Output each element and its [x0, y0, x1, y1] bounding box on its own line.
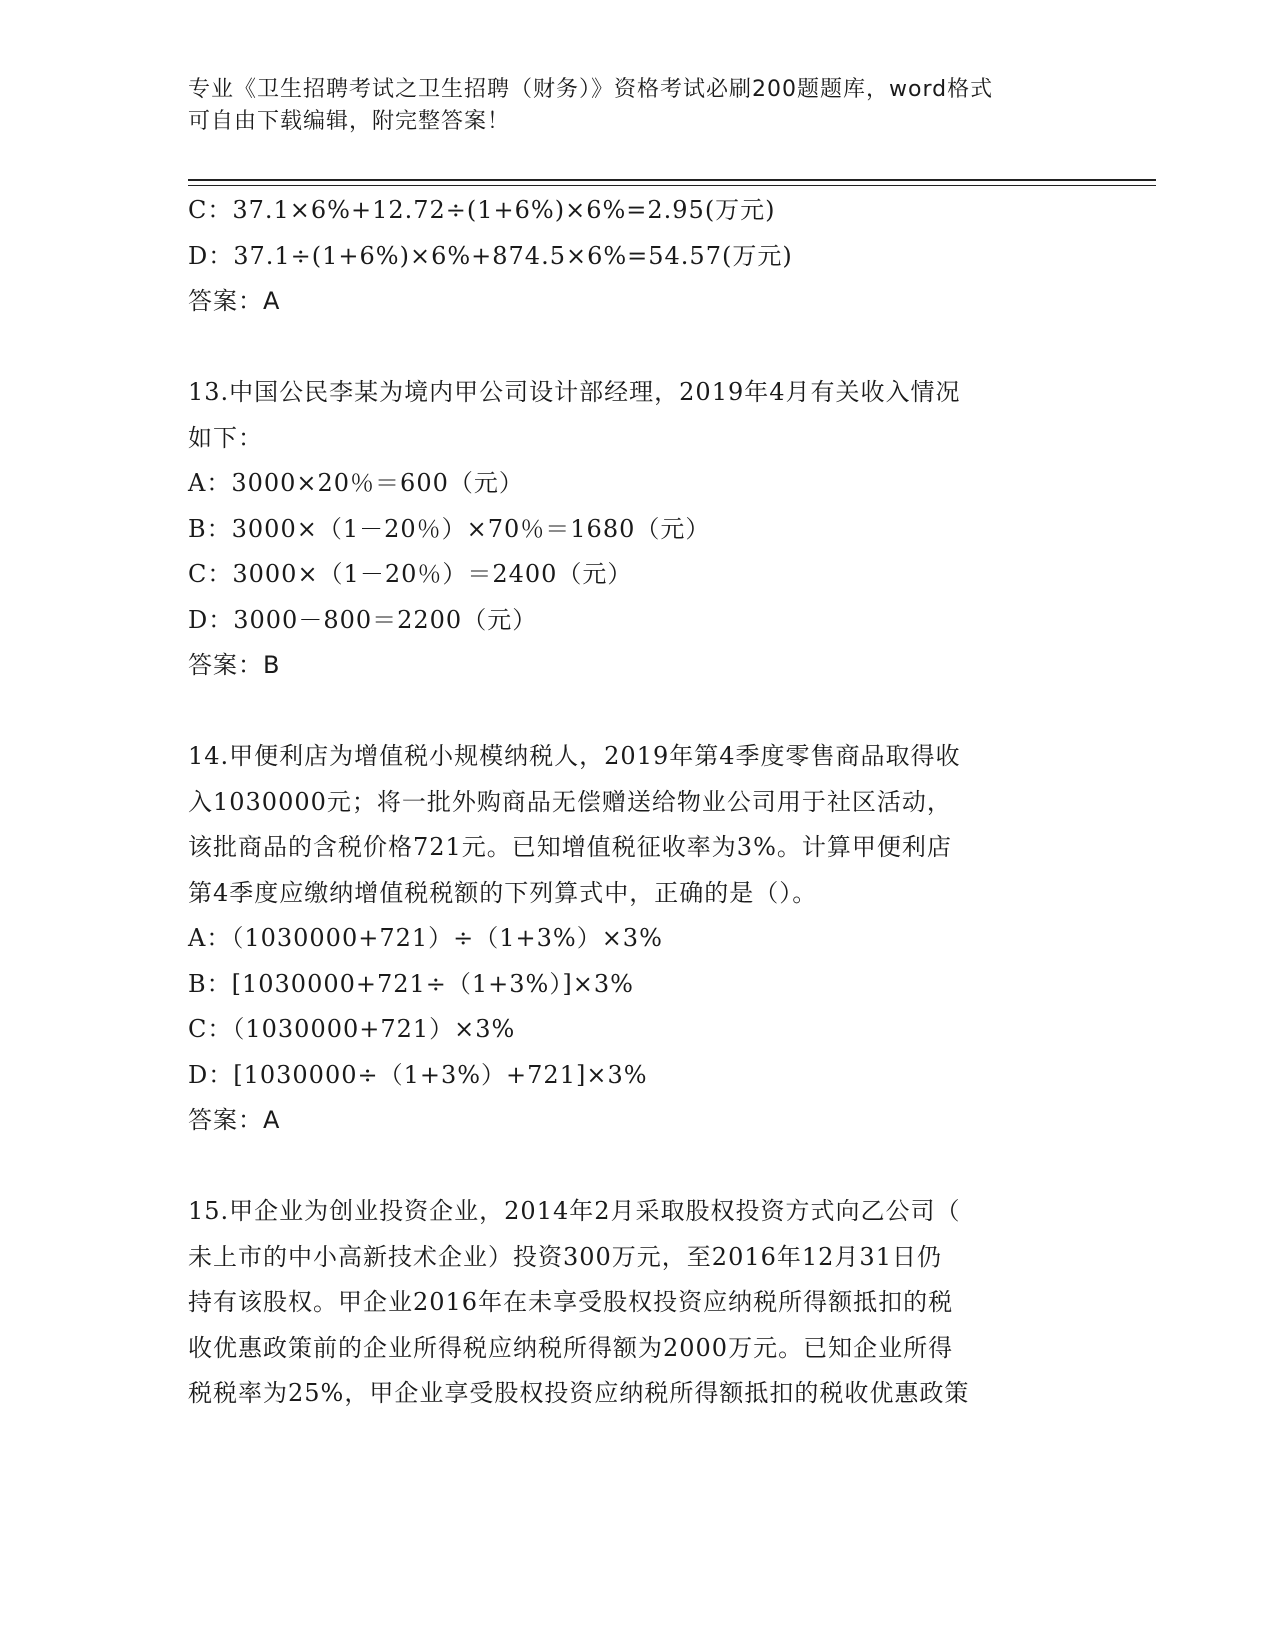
question-text-line: 第4季度应缴纳增值税税额的下列算式中，正确的是（）。 — [188, 878, 818, 907]
answer-line: 答案：A — [188, 287, 281, 315]
option-b: B：[1030000+721÷（1+3%）]×3% — [188, 969, 634, 998]
prev-question — [188, 188, 1088, 325]
answer-line: 答案：B — [188, 651, 281, 679]
spacer — [188, 325, 1088, 371]
question-13 — [188, 370, 1088, 689]
question-text-line: 入1030000元；将一批外购商品无偿赠送给物业公司用于社区活动， — [188, 787, 952, 816]
spacer — [188, 689, 1088, 735]
option-a: A：3000×20％＝600（元） — [188, 469, 524, 497]
option-c: C：3000×（1－20％）＝2400（元） — [188, 560, 633, 588]
question-text-line: 13.中国公民李某为境内甲公司设计部经理，2019年4月有关收入情况 — [188, 378, 961, 406]
question-14 — [188, 734, 1088, 1144]
answer-line: 答案：A — [188, 1106, 281, 1134]
option-b: B：3000×（1－20％）×70％＝1680（元） — [188, 514, 711, 543]
spacer — [188, 1144, 1088, 1190]
document-body — [188, 188, 1088, 1417]
question-15 — [188, 1189, 1088, 1417]
question-text-line: 收优惠政策前的企业所得税应纳税所得额为2000万元。已知企业所得 — [188, 1333, 954, 1362]
header-rule-thin — [188, 185, 1156, 186]
header-rule-thick — [188, 179, 1156, 181]
question-text-line: 该批商品的含税价格721元。已知增值税征收率为3%。计算甲便利店 — [188, 833, 952, 861]
question-text-line: 15.甲企业为创业投资企业，2014年2月采取股权投资方式向乙公司（ — [188, 1197, 961, 1225]
option-d: D：[1030000÷（1+3%）+721]×3% — [188, 1060, 648, 1089]
question-text-line: 14.甲便利店为增值税小规模纳税人，2019年第4季度零售商品取得收 — [188, 742, 961, 770]
option-d: D：3000－800＝2200（元） — [188, 605, 538, 634]
question-text-line: 未上市的中小高新技术企业）投资300万元，至2016年12月31日仍 — [188, 1242, 942, 1271]
option-c: C：（1030000+721）×3% — [188, 1015, 516, 1043]
header-line-2: 可自由下载编辑，附完整答案！ — [188, 109, 511, 134]
option-d: D：37.1÷(1+6%)×6%+874.5×6%=54.57(万元) — [188, 241, 793, 270]
option-a: A：（1030000+721）÷（1+3%）×3% — [188, 924, 663, 952]
question-text-line: 如下： — [188, 423, 263, 452]
option-c: C：37.1×6%+12.72÷(1+6%)×6%=2.95(万元) — [188, 196, 776, 224]
question-text-line: 持有该股权。甲企业2016年在未享受股权投资应纳税所得额抵扣的税 — [188, 1288, 954, 1316]
header-line-1: 专业《卫生招聘考试之卫生招聘（财务）》资格考试必刷200题题库，word格式 — [188, 77, 994, 102]
document-header — [188, 74, 1088, 138]
question-text-line: 税税率为25%，甲企业享受股权投资应纳税所得额抵扣的税收优惠政策 — [188, 1379, 970, 1407]
